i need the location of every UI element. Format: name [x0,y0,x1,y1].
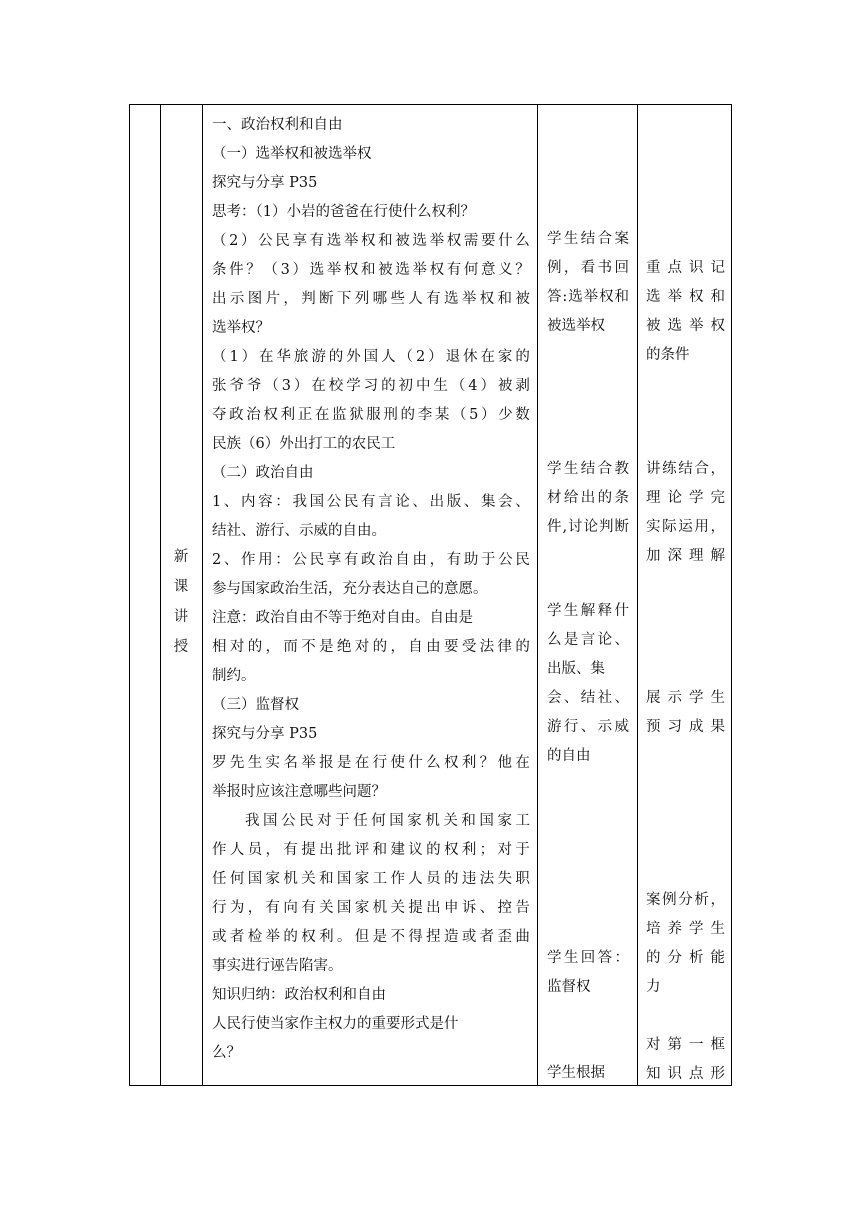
content-line: 选举权？ [212,320,270,336]
activity-line: 件 , 讨 论 判 断 [547,519,629,535]
intent-line: 讲 练 结 合 ， [646,461,725,477]
activity-line: 么 是 言 论 、 [547,632,629,648]
content-line: 注意：政治自由不等于绝对自由。自由是 [212,610,473,626]
content-line: （ 1 ） 在 华 旅 游 的 外 国 人 （ 2 ） 退 休 在 家 的 [212,349,530,365]
content-line: 一、政治权利和自由 [212,117,343,133]
intent-line: 的 分 析 能 [646,950,725,966]
activity-line: 会 、 结 社 、 [547,690,629,706]
content-line: （一）选举权和被选举权 [212,146,372,162]
intent-line: 对 第 一 框 [646,1037,725,1053]
intent-line: 被 选 举 权 [646,318,725,334]
activity-line: 学 生 解 释 什 [547,603,629,619]
section-label-char: 讲 [173,609,189,625]
intent-line: 力 [646,979,661,995]
intent-line: 的条件 [646,347,690,363]
content-line: 民族（6）外出打工的农民工 [212,436,396,452]
content-line: 任 何 国 家 机 关 和 国 家 工 作 人 员 的 违 法 失 职 [212,871,530,887]
content-line: 条 件 ？ （ 3 ） 选 举 权 和 被 选 举 权 有 何 意 义 ？ [212,262,530,278]
content-line: 夺 政 治 权 利 正 在 监 狱 服 刑 的 李 某 （ 5 ） 少 数 [212,407,530,423]
teaching-content-cell [203,105,537,1085]
intent-line: 加 深 理 解 [646,548,725,564]
content-line: 出 示 图 片 ， 判 断 下 列 哪 些 人 有 选 举 权 和 被 [212,291,530,307]
content-line: 相 对 的 ， 而 不 是 绝 对 的 ， 自 由 要 受 法 律 的 [212,639,530,655]
content-line: 作 人 员 ， 有 提 出 批 评 和 建 议 的 权 利 ； 对 于 [212,842,530,858]
content-line: 探究与分享 P35 [212,175,318,191]
content-line: 参与国家政治生活，充分表达自己的意愿。 [212,581,488,597]
content-line: 1 、 内 容 ： 我 国 公 民 有 言 论 、 出 版 、 集 会 、 [212,494,530,510]
content-line: 思考：（1）小岩的爸爸在行使什么权利？ [212,204,475,220]
activity-line: 游 行 、 示 威 [547,719,629,735]
intent-line: 知 识 点 形 [646,1066,725,1082]
student-activity-cell [538,105,637,1085]
activity-line: 学生根据 [547,1065,605,1081]
intent-line: 培 养 学 生 [646,921,725,937]
activity-line: 例 ， 看 书 回 [547,260,629,276]
content-line: 事实进行诬告陷害。 [212,958,343,974]
content-line: 举报时应该注意哪些问题？ [212,784,386,800]
section-label-char: 课 [173,579,189,595]
lesson-plan-table [129,104,732,1086]
content-line: 知识归纳：政治权利和自由 [212,987,386,1003]
intent-line: 案 例 分 析 ， [646,892,725,908]
section-label-char: 授 [173,639,189,655]
intent-line: 选 举 权 和 [646,289,725,305]
activity-line: 答 : 选 举 权 和 [547,289,629,305]
content-line: 么？ [212,1045,241,1061]
content-line: 我 国 公 民 对 于 任 何 国 家 机 关 和 国 家 工 [245,813,530,829]
content-line: 2 、 作 用 ： 公 民 享 有 政 治 自 由 ， 有 助 于 公 民 [212,552,530,568]
intent-line: 实 际 运 用 ， [646,519,725,535]
content-line: 或 者 检 举 的 权 利 。 但 是 不 得 捏 造 或 者 歪 曲 [212,929,530,945]
content-line: 制约。 [212,668,256,684]
activity-line: 监督权 [547,979,591,995]
content-line: （ 2 ） 公 民 享 有 选 举 权 和 被 选 举 权 需 要 什 么 [212,233,530,249]
activity-line: 学 生 结 合 案 [547,231,629,247]
intent-line: 重 点 识 记 [646,260,725,276]
intent-line: 预 习 成 果 [646,719,725,735]
section-label-char: 新 [173,549,189,565]
activity-line: 学 生 结 合 教 [547,461,629,477]
content-line: 人民行使当家作主权力的重要形式是什 [212,1016,459,1032]
section-label-cell [161,105,202,1085]
intent-line: 展 示 学 生 [646,690,725,706]
content-line: 行 为 ， 有 向 有 关 国 家 机 关 提 出 申 诉 、 控 告 [212,900,530,916]
activity-line: 材 给 出 的 条 [547,490,629,506]
content-line: 罗 先 生 实 名 举 报 是 在 行 使 什 么 权 利 ？ 他 在 [212,755,530,771]
activity-line: 学 生 回 答 ： [547,950,629,966]
content-line: 张 爷 爷 （ 3 ） 在 校 学 习 的 初 中 生 （ 4 ） 被 剥 [212,378,530,394]
content-line: （三）监督权 [212,697,299,713]
activity-line: 的自由 [547,748,591,764]
design-intent-cell [638,105,732,1085]
content-line: 探究与分享 P35 [212,726,318,742]
intent-line: 理 论 学 完 [646,490,725,506]
blank-column-cell [130,105,160,1085]
activity-line: 被选举权 [547,318,605,334]
content-line: 结社、游行、示威的自由。 [212,523,386,539]
activity-line: 出版、集 [547,661,605,677]
content-line: （二）政治自由 [212,465,314,481]
